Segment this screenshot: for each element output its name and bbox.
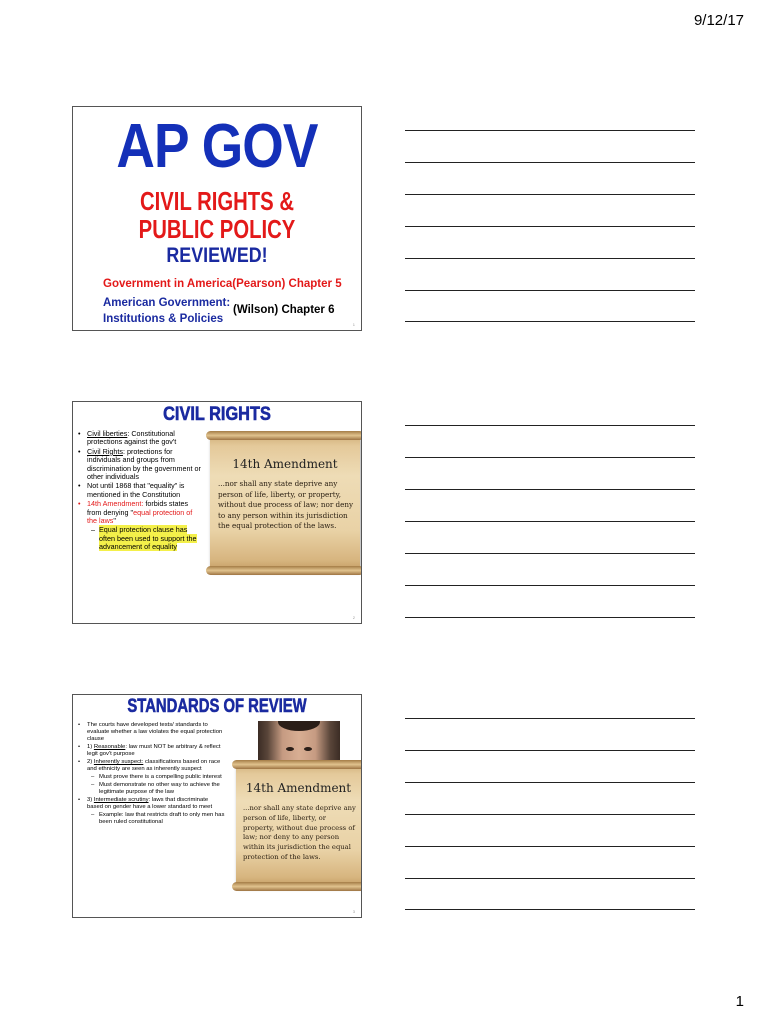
scroll-text: ...nor shall any state deprive any person of life, liberty, or property, without due process of law; nor deny to any person within its jurisdiction the equal protection of the laws. (218, 479, 354, 530)
slide-number: 1 (352, 322, 355, 327)
list-item: • Civil Rights: protections for individuals and groups from discrimination by the government or other individuals (75, 448, 203, 482)
slide-title (72, 106, 362, 331)
note-line (405, 553, 695, 554)
note-line (405, 782, 695, 783)
bullet-list (75, 722, 225, 827)
note-line (405, 617, 695, 618)
scroll-roll-bottom (232, 882, 362, 891)
list-item: – Example: law that restricts draft to only men has been ruled constitutional (75, 812, 225, 826)
note-line (405, 814, 695, 815)
note-line (405, 290, 695, 291)
subtitle-line-1: CIVIL RIGHTS & (139, 186, 295, 216)
note-line (405, 321, 695, 322)
list-item: – Must demonstrate no other way to achieve the legitimate purpose of the law (75, 782, 225, 796)
note-line (405, 909, 695, 910)
scroll-title: 14th Amendment (245, 781, 352, 795)
note-line (405, 194, 695, 195)
slide-heading: AP GOV (116, 112, 318, 181)
bullet-list (75, 430, 203, 553)
wilson-line-2: Institutions & Policies (103, 313, 224, 325)
note-line (405, 878, 695, 879)
slide-standards-of-review (72, 694, 362, 918)
amendment-scroll-image (236, 764, 361, 887)
note-line (405, 162, 695, 163)
wilson-chapter: (Wilson) Chapter 6 (233, 304, 335, 316)
list-item: • 1) Reasonable: law must NOT be arbitrary & reflect legit gov't purpose (75, 744, 225, 758)
note-line (405, 258, 695, 259)
list-item: • 2) Inherently suspect: classifications based on race and ethnicity are seen as inherently suspect (75, 759, 225, 773)
subtitle-line-2: PUBLIC POLICY (138, 214, 296, 244)
list-item: • The courts have developed tests/ standards to evaluate whether a law violates the equal protection clause (75, 722, 225, 743)
note-line (405, 585, 695, 586)
list-item: • 3) Intermediate scrutiny: laws that discriminate based on gender have a lower standard to meet (75, 797, 225, 811)
slide-subtitle (105, 187, 330, 243)
amendment-scroll-image (210, 435, 360, 571)
scroll-roll-top (206, 431, 362, 440)
reviewed-label: REVIEWED! (166, 244, 268, 267)
scroll-title: 14th Amendment (232, 457, 338, 471)
note-line (405, 489, 695, 490)
list-item: • Not until 1868 that "equality" is mentioned in the Constitution (75, 482, 203, 499)
note-line (405, 425, 695, 426)
scroll-text: ...nor shall any state deprive any person of life, liberty, or property, without due process of law; nor deny to any person within its jurisdiction the equal protection of the laws. (243, 804, 356, 861)
wilson-reference (103, 295, 230, 327)
slide-number: 3 (352, 909, 355, 914)
page-date: 9/12/17 (693, 12, 744, 29)
note-line (405, 457, 695, 458)
note-line (405, 846, 695, 847)
note-line (405, 718, 695, 719)
list-item: – Must prove there is a compelling public interest (75, 774, 225, 781)
scroll-roll-bottom (206, 566, 362, 575)
wilson-line-1: American Government: (103, 297, 231, 309)
note-line (405, 521, 695, 522)
note-line (405, 750, 695, 751)
list-item: – Equal protection clause has often been used to support the advancement of equality (75, 526, 203, 551)
slide-heading: CIVIL RIGHTS (163, 404, 271, 425)
list-item: • Civil liberties: Constitutional protections against the gov't (75, 430, 203, 447)
note-line (405, 130, 695, 131)
page-number: 1 (735, 993, 744, 1010)
list-item: • 14th Amendment: forbids states from denying "equal protection of the laws" (75, 500, 203, 525)
scroll-roll-top (232, 760, 362, 769)
note-line (405, 226, 695, 227)
slide-civil-rights (72, 401, 362, 624)
pearson-reference: Government in America(Pearson) Chapter 5 (103, 278, 342, 290)
slide-number: 2 (352, 615, 355, 620)
slide-heading: STANDARDS OF REVIEW (127, 696, 307, 717)
